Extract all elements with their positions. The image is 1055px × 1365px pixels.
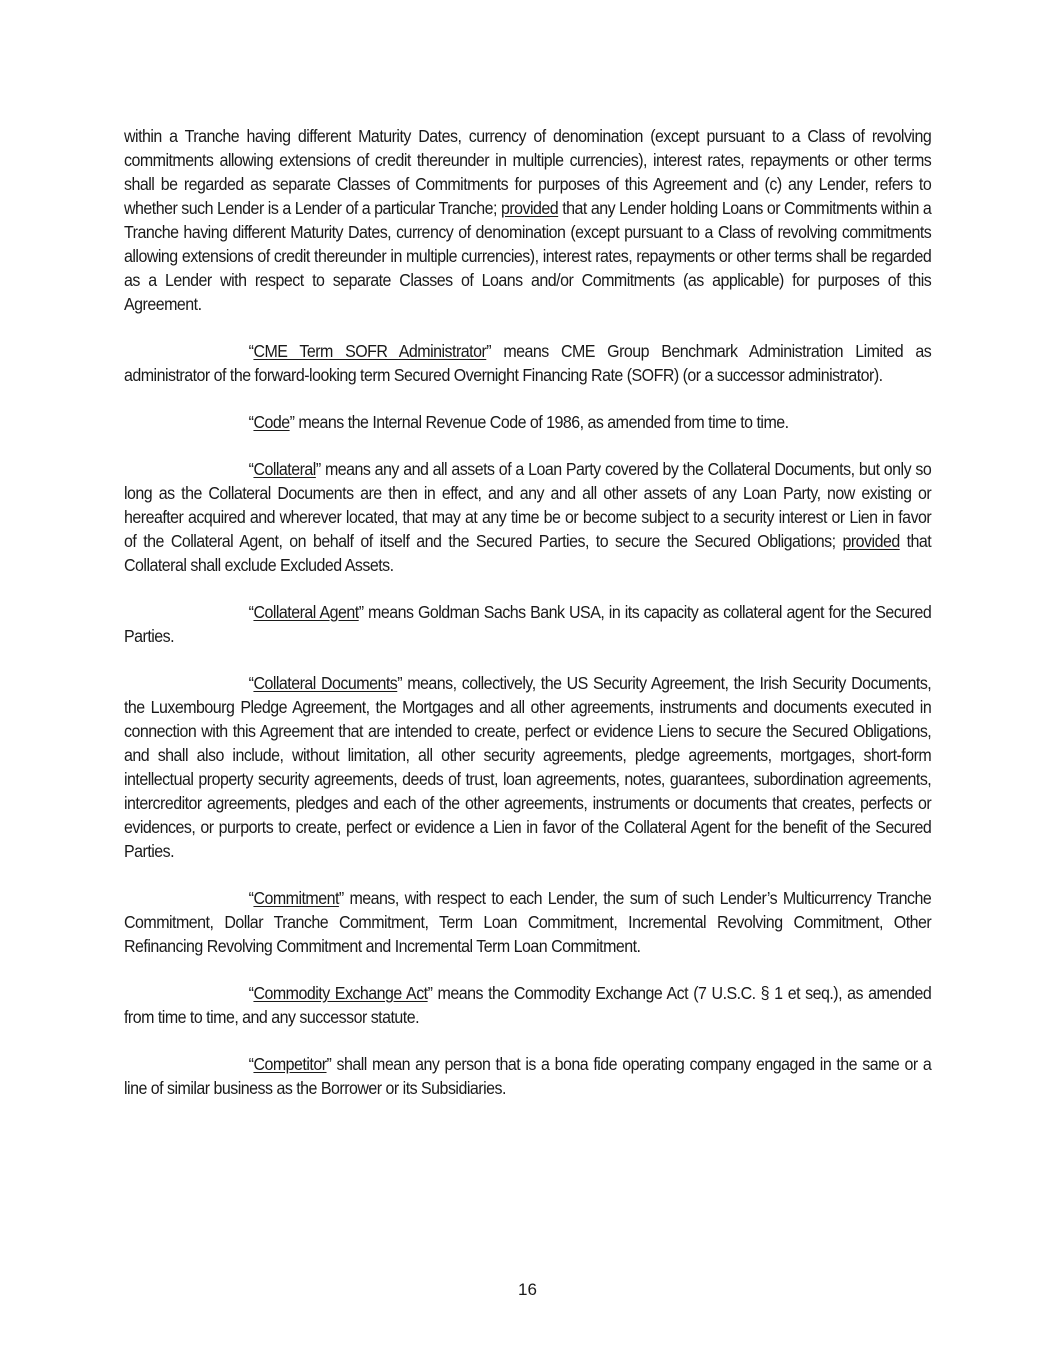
definition-commitment xyxy=(124,886,931,958)
provided-underlined: provided xyxy=(842,531,900,551)
open-quote: “ xyxy=(248,341,254,361)
definition-collateral-agent xyxy=(124,600,931,648)
paragraph-continuation xyxy=(124,124,931,316)
text-segment: within a Tranche having different Maturity Dates, currency of denomination (except pursuant to a Class of revolving commitments allowing extensions of credit thereunder in multiple currencies), interest rates, repayments or other terms shall be regarded as separate Classes of Commitments for purposes of this Agreement and (c) any Lender, refers to whether such Lender is a Lender of a particular Tranche; xyxy=(124,126,932,218)
definition-text: ” means CME Group Benchmark Administration Limited as administrator of the forward-looking term Secured Overnight Financing Rate (SOFR) (or a successor administrator). xyxy=(124,341,932,385)
open-quote: “ xyxy=(248,1054,254,1074)
open-quote: “ xyxy=(248,888,254,908)
definition-competitor xyxy=(124,1052,931,1100)
open-quote: “ xyxy=(248,673,254,693)
defined-term: Commitment xyxy=(253,888,339,908)
defined-term: Collateral xyxy=(253,459,316,479)
document-page xyxy=(124,124,931,1123)
definition-collateral xyxy=(124,457,931,577)
page-number: 16 xyxy=(518,1280,537,1299)
text-segment: that any Lender holding Loans or Commitments within a Tranche having different Maturity Dates, currency of denomination (except pursuant to a Class of revolving commitments allowing extensions of credit thereunder in multiple currencies), interest rates, repayments or other terms shall be regarded as a Lender with respect to separate Classes of Loans and/or Commitments (as applicable) for purposes of this Agreement. xyxy=(124,198,932,314)
defined-term: Collateral Agent xyxy=(253,602,359,622)
definition-commodity-exchange-act xyxy=(124,981,931,1029)
definition-text: ” means any and all assets of a Loan Party covered by the Collateral Documents, but only so long as the Collateral Documents are then in effect, and any and all other assets of any Loan Party, now existing or hereafter acquired and wherever located, that may at any time be or become subject to a security interest or Lien in favor of the Collateral Agent, on behalf of itself and the Secured Parties, to secure the Secured Obligations; xyxy=(124,459,932,551)
defined-term: CME Term SOFR Administrator xyxy=(253,341,487,361)
provided-underlined: provided xyxy=(500,198,559,218)
defined-term: Collateral Documents xyxy=(253,673,398,693)
definition-text: that Collateral shall exclude Excluded Assets. xyxy=(124,531,932,575)
definition-text: ” shall mean any person that is a bona fide operating company engaged in the same or a line of similar business as the Borrower or its Subsidiaries. xyxy=(124,1054,932,1098)
definition-text: ” means Goldman Sachs Bank USA, in its capacity as collateral agent for the Secured Parties. xyxy=(124,602,932,646)
open-quote: “ xyxy=(248,412,254,432)
open-quote: “ xyxy=(248,459,254,479)
defined-term: Code xyxy=(253,412,290,432)
defined-term: Competitor xyxy=(253,1054,327,1074)
open-quote: “ xyxy=(248,602,254,622)
defined-term: Commodity Exchange Act xyxy=(253,983,428,1003)
definition-code xyxy=(124,410,931,434)
definition-collateral-documents xyxy=(124,671,931,863)
definition-text: ” means, collectively, the US Security Agreement, the Irish Security Documents, the Luxembourg Pledge Agreement, the Mortgages and all other agreements, instruments and documents executed in connection with this Agreement that are intended to create, perfect or evidence Liens to secure the Secured Obligations, and shall also include, without limitation, all other security agreements, pledge agreements, mortgages, short-form intellectual property security agreements, deeds of trust, loan agreements, notes, guarantees, subordination agreements, intercreditor agreements, pledges and each of the other agreements, instruments or documents that creates, perfects or evidences, or purports to create, perfect or evidence a Lien in favor of the Collateral Agent for the benefit of the Secured Parties. xyxy=(124,673,932,861)
open-quote: “ xyxy=(248,983,254,1003)
definition-text: ” means the Internal Revenue Code of 1986, as amended from time to time. xyxy=(289,412,789,432)
definition-text: ” means, with respect to each Lender, the sum of such Lender’s Multicurrency Tranche Commitment, Dollar Tranche Commitment, Term Loan Commitment, Incremental Revolving Commitment, Other Refinancing Revolving Commitment and Incremental Term Loan Commitment. xyxy=(124,888,932,956)
definition-text: ” means the Commodity Exchange Act (7 U.S.C. § 1 et seq.), as amended from time to time, and any successor statute. xyxy=(124,983,932,1027)
definition-cme-term-sofr-administrator xyxy=(124,339,931,387)
